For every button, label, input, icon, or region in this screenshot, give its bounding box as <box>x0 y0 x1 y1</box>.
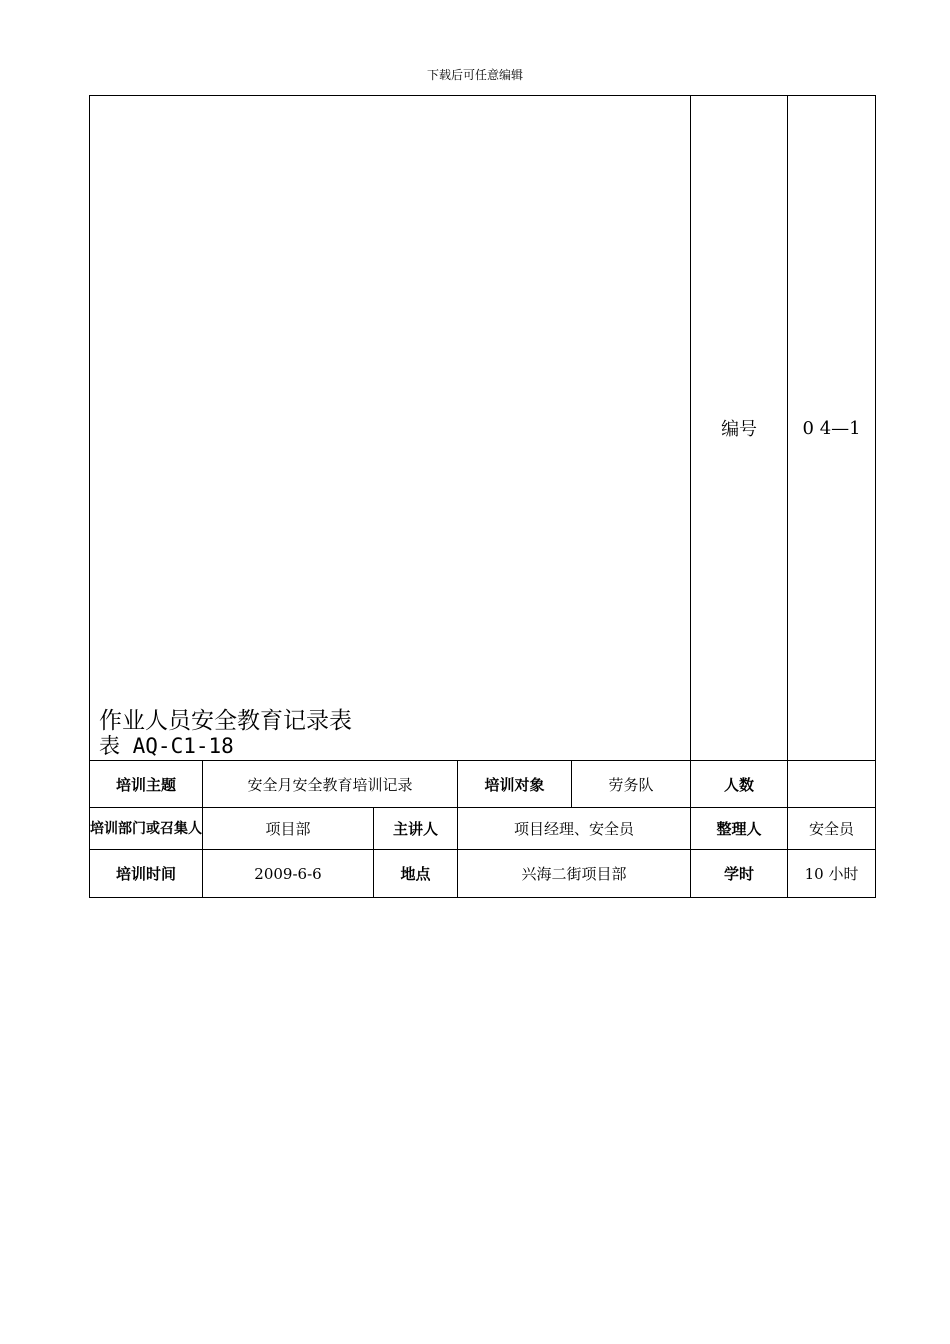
dept-label: 培训部门或召集人 <box>90 808 203 850</box>
code-value: 0 4—1 <box>788 96 876 761</box>
header-note: 下载后可任意编辑 <box>426 68 523 82</box>
place-value: 兴海二街项目部 <box>458 850 691 898</box>
dept-value: 项目部 <box>203 808 374 850</box>
code-label: 编号 <box>691 96 788 761</box>
speaker-label: 主讲人 <box>374 808 458 850</box>
audience-label: 培训对象 <box>458 761 572 808</box>
count-value <box>788 761 876 808</box>
organizer-label: 整理人 <box>691 808 788 850</box>
time-value: 2009-6-6 <box>203 850 374 898</box>
place-label: 地点 <box>374 850 458 898</box>
speaker-value: 项目经理、安全员 <box>458 808 691 850</box>
time-label: 培训时间 <box>90 850 203 898</box>
hours-value: 10 小时 <box>788 850 876 898</box>
topic-value: 安全月安全教育培训记录 <box>203 761 458 808</box>
form-title-cell <box>90 96 691 761</box>
safety-education-record-table <box>89 95 876 898</box>
audience-value: 劳务队 <box>572 761 691 808</box>
form-subtitle: 表 AQ-C1-18 <box>99 734 234 758</box>
hours-label: 学时 <box>691 850 788 898</box>
organizer-value: 安全员 <box>788 808 876 850</box>
count-label: 人数 <box>691 761 788 808</box>
form-title: 作业人员安全教育记录表 <box>99 708 352 734</box>
topic-label: 培训主题 <box>90 761 203 808</box>
